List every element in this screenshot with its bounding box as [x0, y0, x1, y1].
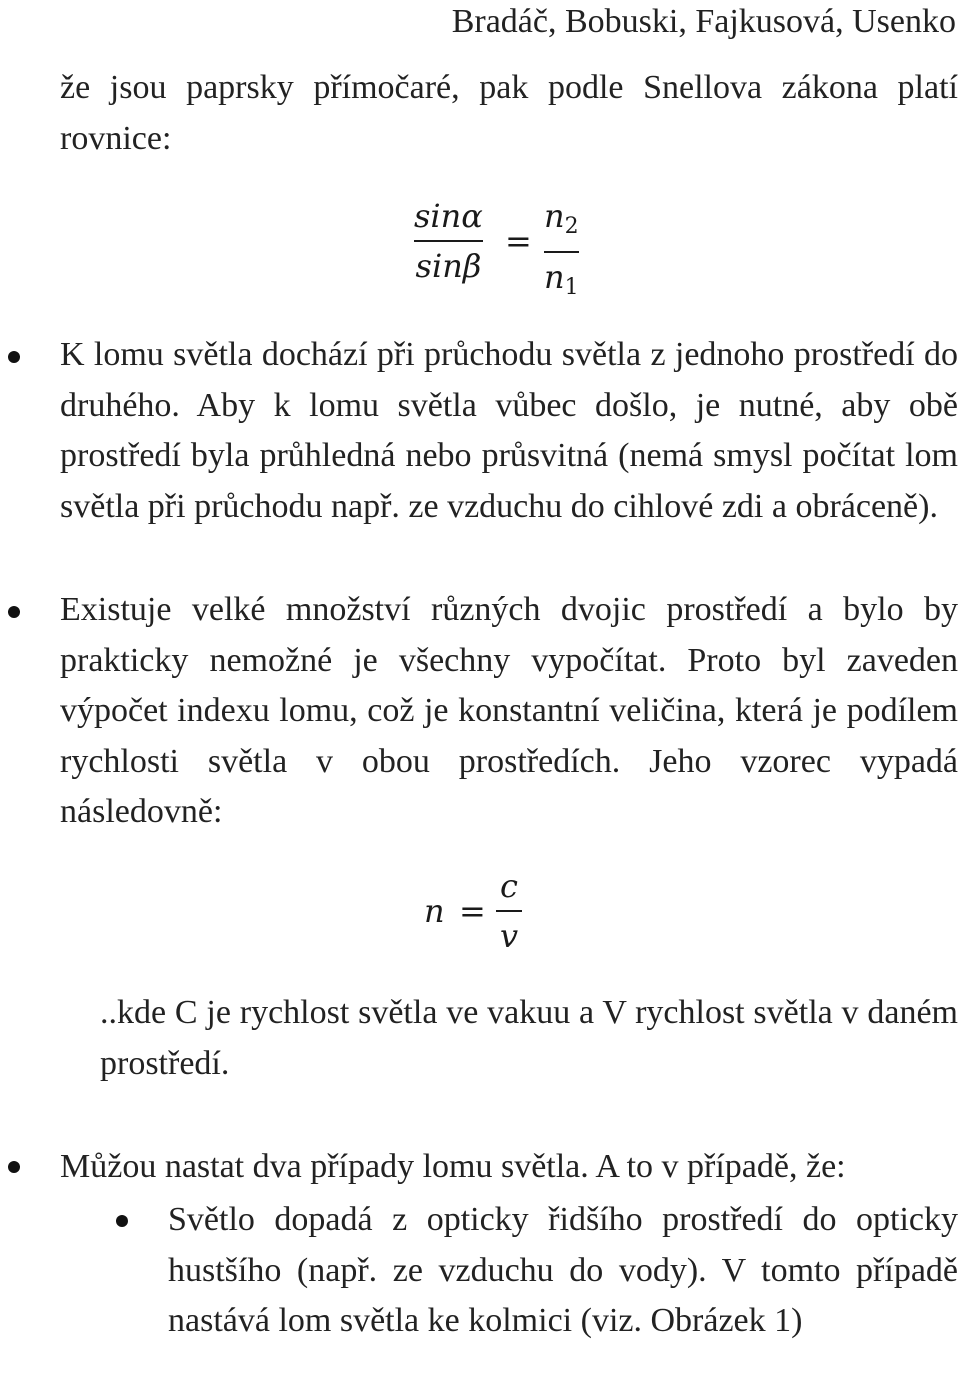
index-fraction: [496, 866, 522, 956]
sub-bullet-paragraph-1: Světlo dopadá z opticky řidšího prostředí do opticky hustšího (např. ze vzduchu do vody). V tomto případě nastává lom světla ke kolmici (viz. Obrázek 1): [168, 1201, 958, 1339]
index-formula: [0, 866, 960, 962]
snell-fraction-right: [544, 196, 579, 308]
snell-formula: [0, 196, 960, 300]
index-denominator: v: [499, 917, 519, 955]
snell-rhs-numerator: $n_2$: [544, 197, 579, 239]
fraction-bar: [496, 910, 522, 912]
bullet-icon: [8, 1161, 20, 1173]
page-header-authors: Bradáč, Bobuski, Fajkusová, Usenko: [451, 3, 956, 40]
bullet-paragraph-2: Existuje velké množství různých dvojic prostředí a bylo by prakticky nemožné je všechny vypočítat. Proto byl zaveden výpočet indexu lomu, což je konstantní veličina, která je podílem rychlosti světla v obou prostředích. Jeho vzorec vypadá následovně:: [60, 591, 958, 830]
formula-note: ..kde C je rychlost světla ve vakuu a V rychlost světla v daném prostředí.: [100, 994, 958, 1082]
bullet-paragraph-1: K lomu světla dochází při průchodu světla z jednoho prostředí do druhého. Aby k lomu světla vůbec došlo, je nutné, aby obě prostředí byla průhledná nebo průsvitná (nemá smysl počítat lom světla při průchodu např. ze vzduchu do cihlové zdi a obráceně).: [60, 336, 958, 525]
index-lhs: n: [424, 892, 445, 930]
bullet-icon: [8, 606, 20, 618]
snell-numerator: sinα: [414, 197, 483, 235]
fraction-bar: [414, 240, 483, 242]
index-equals: =: [459, 892, 486, 930]
snell-fraction-left: [414, 196, 483, 286]
sub-bullet-icon: [116, 1215, 128, 1227]
index-numerator: c: [500, 867, 518, 905]
intro-paragraph: že jsou paprsky přímočaré, pak podle Snellova zákona platí rovnice:: [60, 69, 958, 157]
fraction-bar: [544, 251, 579, 253]
bullet-paragraph-3: Můžou nastat dva případy lomu světla. A to v případě, že:: [60, 1148, 846, 1185]
snell-denominator: sinβ: [415, 247, 482, 285]
snell-rhs-denominator: $n_1$: [544, 258, 579, 300]
snell-equals: =: [505, 222, 532, 260]
bullet-icon: [8, 351, 20, 363]
